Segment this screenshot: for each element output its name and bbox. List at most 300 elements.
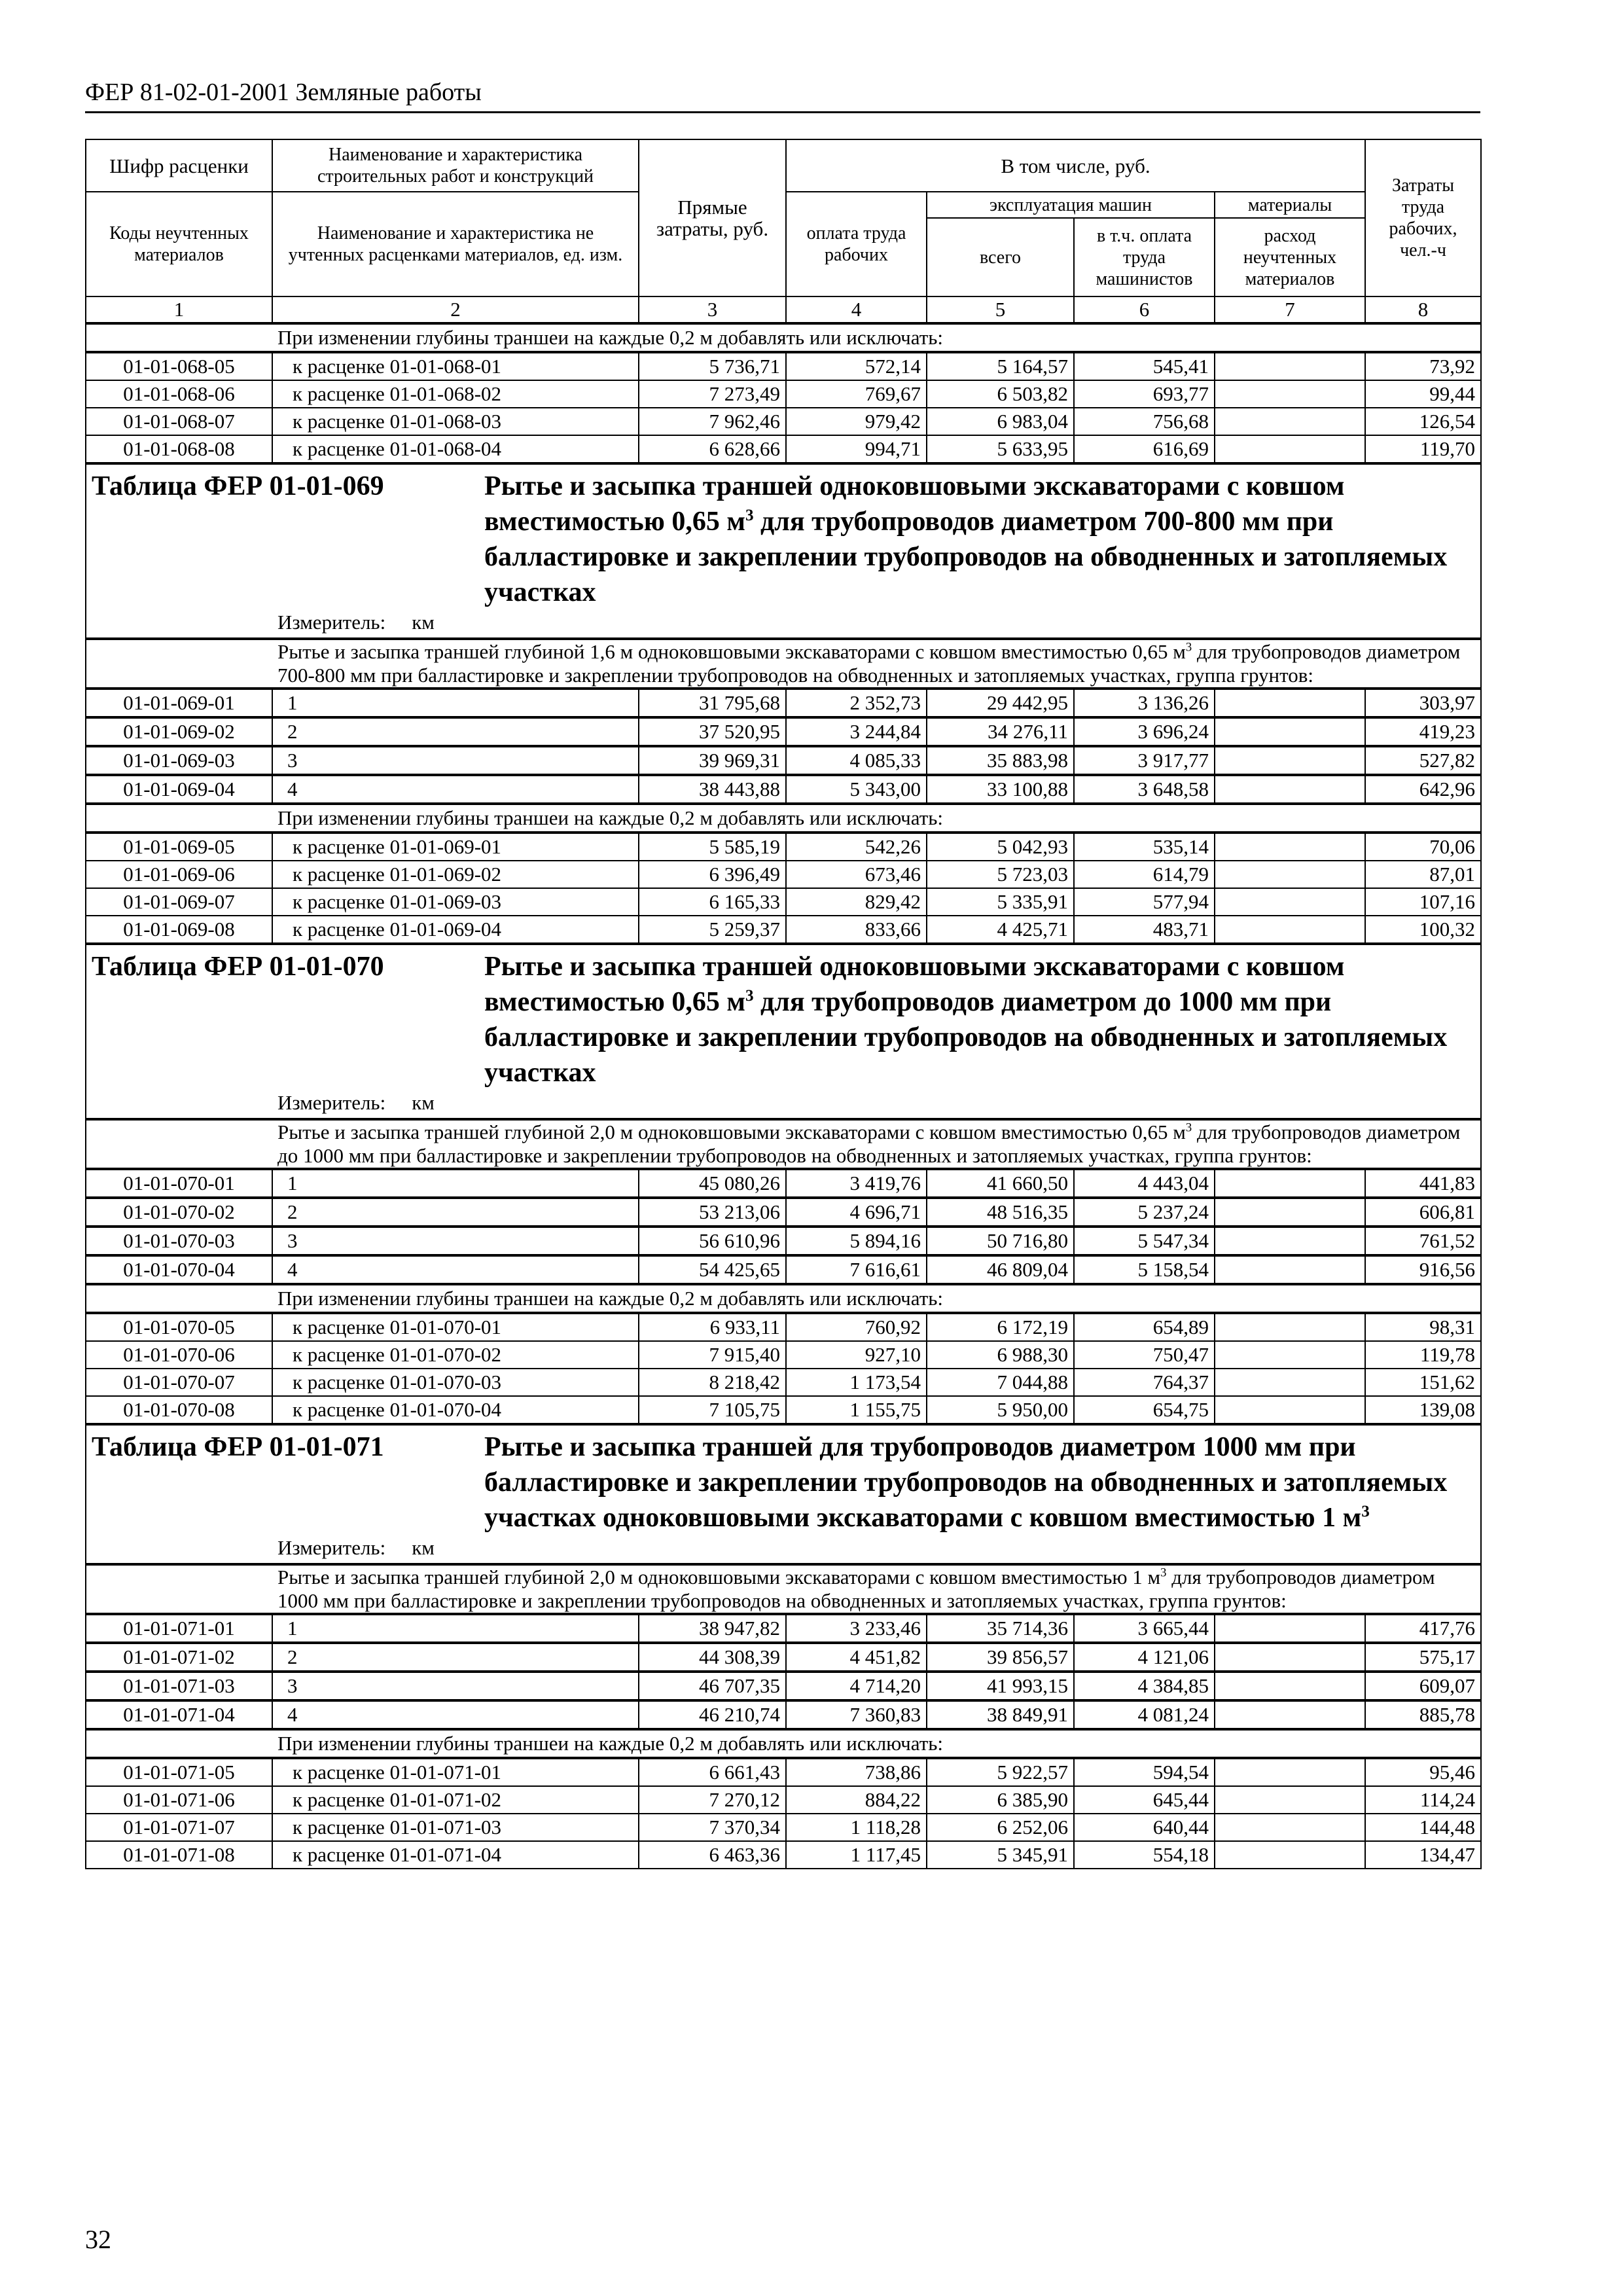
table-row (86, 1841, 1481, 1869)
worker-pay-cell: 5 343,00 (786, 775, 927, 804)
direct-costs-cell: 45 080,26 (639, 1169, 786, 1198)
work-name-cell: к расценке 01-01-070-03 (272, 1369, 639, 1396)
materials-cell (1215, 1614, 1365, 1643)
labor-hours-cell: 441,83 (1365, 1169, 1481, 1198)
materials-cell (1215, 717, 1365, 746)
table-row (86, 1255, 1481, 1284)
labor-hours-cell: 100,32 (1365, 916, 1481, 944)
machine-total-cell: 46 809,04 (927, 1255, 1074, 1284)
header-work-name: Наименование и характеристика строительных работ и конструкций (272, 139, 639, 192)
work-name-cell: к расценке 01-01-068-04 (272, 435, 639, 463)
operator-pay-cell: 756,68 (1074, 408, 1215, 435)
materials-cell (1215, 1643, 1365, 1672)
labor-hours-cell: 417,76 (1365, 1614, 1481, 1643)
table-header (86, 139, 1481, 323)
superscript: 3 (1185, 640, 1192, 655)
materials-cell (1215, 435, 1365, 463)
description-part: для трубопроводов диаметром до 1000 мм при балластировке и закреплении трубопроводов на обводненных и затопляемых участках, группа грунтов: (277, 1121, 1461, 1167)
direct-costs-cell: 38 947,82 (639, 1614, 786, 1643)
work-name-cell: 2 (272, 1198, 639, 1227)
labor-hours-cell: 144,48 (1365, 1814, 1481, 1841)
superscript: 3 (1361, 1503, 1370, 1520)
labor-hours-cell: 99,44 (1365, 380, 1481, 408)
machine-total-cell: 33 100,88 (927, 775, 1074, 804)
worker-pay-cell: 1 117,45 (786, 1841, 927, 1869)
labor-hours-cell: 916,56 (1365, 1255, 1481, 1284)
direct-costs-cell: 7 270,12 (639, 1786, 786, 1814)
machine-total-cell: 6 172,19 (927, 1313, 1074, 1341)
machine-total-cell: 5 345,91 (927, 1841, 1074, 1869)
operator-pay-cell: 4 121,06 (1074, 1643, 1215, 1672)
work-name-cell: 1 (272, 1614, 639, 1643)
title-part: Рытье и засыпка траншей одноковшовыми экскаваторами с ковшом вместимостью 0,65 м (484, 952, 1345, 1017)
labor-hours-cell: 885,78 (1365, 1700, 1481, 1729)
table-title (92, 1429, 1475, 1535)
rate-code-cell: 01-01-071-02 (86, 1643, 272, 1672)
worker-pay-cell: 829,42 (786, 888, 927, 916)
work-name-cell: 1 (272, 689, 639, 717)
direct-costs-cell: 6 628,66 (639, 435, 786, 463)
table-title-text (484, 949, 1475, 1090)
rate-code-cell: 01-01-071-04 (86, 1700, 272, 1729)
worker-pay-cell: 5 894,16 (786, 1227, 927, 1255)
table-row (86, 1786, 1481, 1814)
direct-costs-cell: 38 443,88 (639, 775, 786, 804)
materials-cell (1215, 1313, 1365, 1341)
direct-costs-cell: 5 736,71 (639, 352, 786, 380)
rate-code-cell: 01-01-069-04 (86, 775, 272, 804)
unit-label: Измеритель: (277, 1091, 386, 1114)
worker-pay-cell: 1 118,28 (786, 1814, 927, 1841)
machine-total-cell: 41 660,50 (927, 1169, 1074, 1198)
materials-cell (1215, 1169, 1365, 1198)
header-machine-operation: эксплуатация машин (927, 192, 1215, 218)
table-row (86, 833, 1481, 861)
description-part: для трубопроводов диаметром 700-800 мм при балластировке и закреплении трубопроводов на обводненных и затопляемых участках, группа грунтов: (277, 640, 1461, 687)
operator-pay-cell: 693,77 (1074, 380, 1215, 408)
rate-code-cell: 01-01-071-07 (86, 1814, 272, 1841)
table-row (86, 861, 1481, 888)
operator-pay-cell: 5 237,24 (1074, 1198, 1215, 1227)
labor-hours-cell: 139,08 (1365, 1396, 1481, 1424)
worker-pay-cell: 738,86 (786, 1758, 927, 1786)
rate-code-cell: 01-01-070-03 (86, 1227, 272, 1255)
materials-cell (1215, 1227, 1365, 1255)
worker-pay-cell: 7 360,83 (786, 1700, 927, 1729)
title-part: Рытье и засыпка траншей одноковшовыми экскаваторами с ковшом вместимостью 0,65 м (484, 471, 1345, 537)
header-worker-pay: оплата труда рабочих (786, 192, 927, 296)
header-labor-hours: Затраты труда рабочих, чел.-ч (1365, 139, 1481, 296)
table-row (86, 1341, 1481, 1369)
table-row (86, 916, 1481, 944)
rate-code-cell: 01-01-069-06 (86, 861, 272, 888)
work-name-cell: к расценке 01-01-070-02 (272, 1341, 639, 1369)
header-operator-pay: в т.ч. оплата труда машинистов (1074, 218, 1215, 296)
table-row (86, 1814, 1481, 1841)
column-number: 2 (272, 296, 639, 323)
table-title (92, 469, 1475, 610)
table-title-row (86, 1424, 1481, 1535)
column-number: 7 (1215, 296, 1365, 323)
materials-cell (1215, 1255, 1365, 1284)
worker-pay-cell: 884,22 (786, 1786, 927, 1814)
column-number: 5 (927, 296, 1074, 323)
header-material-names: Наименование и характеристика не учтенных расценками материалов, ед. изм. (272, 192, 639, 296)
worker-pay-cell: 673,46 (786, 861, 927, 888)
operator-pay-cell: 3 648,58 (1074, 775, 1215, 804)
direct-costs-cell: 31 795,68 (639, 689, 786, 717)
rate-code-cell: 01-01-070-06 (86, 1341, 272, 1369)
materials-cell (1215, 689, 1365, 717)
table-row (86, 1198, 1481, 1227)
rate-code-cell: 01-01-070-05 (86, 1313, 272, 1341)
direct-costs-cell: 39 969,31 (639, 746, 786, 775)
labor-hours-cell: 606,81 (1365, 1198, 1481, 1227)
materials-cell (1215, 833, 1365, 861)
superscript: 3 (745, 987, 754, 1005)
direct-costs-cell: 6 463,36 (639, 1841, 786, 1869)
table-row (86, 746, 1481, 775)
machine-total-cell: 6 503,82 (927, 380, 1074, 408)
labor-hours-cell: 87,01 (1365, 861, 1481, 888)
rate-code-cell: 01-01-070-08 (86, 1396, 272, 1424)
materials-cell (1215, 380, 1365, 408)
labor-hours-cell: 303,97 (1365, 689, 1481, 717)
depth-change-note: При изменении глубины траншеи на каждые 0,2 м добавлять или исключать: (86, 1729, 1481, 1758)
table-title-text (484, 1429, 1475, 1535)
worker-pay-cell: 760,92 (786, 1313, 927, 1341)
operator-pay-cell: 616,69 (1074, 435, 1215, 463)
direct-costs-cell: 53 213,06 (639, 1198, 786, 1227)
machine-total-cell: 38 849,91 (927, 1700, 1074, 1729)
work-name-cell: 3 (272, 1227, 639, 1255)
work-name-cell: к расценке 01-01-068-03 (272, 408, 639, 435)
operator-pay-cell: 535,14 (1074, 833, 1215, 861)
column-number: 4 (786, 296, 927, 323)
direct-costs-cell: 7 962,46 (639, 408, 786, 435)
materials-cell (1215, 775, 1365, 804)
table-title-row (86, 463, 1481, 610)
direct-costs-cell: 5 585,19 (639, 833, 786, 861)
worker-pay-cell: 4 696,71 (786, 1198, 927, 1227)
materials-cell (1215, 861, 1365, 888)
operator-pay-cell: 3 917,77 (1074, 746, 1215, 775)
rate-code-cell: 01-01-070-07 (86, 1369, 272, 1396)
table-row (86, 435, 1481, 463)
work-description-row (86, 1119, 1481, 1169)
materials-cell (1215, 746, 1365, 775)
rate-code-cell: 01-01-071-05 (86, 1758, 272, 1786)
description-part: Рытье и засыпка траншей глубиной 2,0 м одноковшовыми экскаваторами с ковшом вместимостью 1 м (277, 1566, 1161, 1588)
table-code: Таблица ФЕР 01-01-070 (92, 952, 384, 982)
rate-code-cell: 01-01-071-06 (86, 1786, 272, 1814)
rate-code-cell: 01-01-070-02 (86, 1198, 272, 1227)
operator-pay-cell: 577,94 (1074, 888, 1215, 916)
direct-costs-cell: 56 610,96 (639, 1227, 786, 1255)
labor-hours-cell: 761,52 (1365, 1227, 1481, 1255)
labor-hours-cell: 419,23 (1365, 717, 1481, 746)
direct-costs-cell: 54 425,65 (639, 1255, 786, 1284)
worker-pay-cell: 4 085,33 (786, 746, 927, 775)
labor-hours-cell: 119,78 (1365, 1341, 1481, 1369)
work-description-row (86, 639, 1481, 689)
title-part: для трубопроводов диаметром до 1000 мм при балластировке и закреплении трубопроводов на обводненных и затопляемых участках (484, 987, 1448, 1088)
operator-pay-cell: 545,41 (1074, 352, 1215, 380)
table-title (92, 949, 1475, 1090)
unit-value: км (412, 1536, 435, 1559)
table-title-row (86, 944, 1481, 1090)
header-materials: материалы (1215, 192, 1365, 218)
work-name-cell: 2 (272, 717, 639, 746)
machine-total-cell: 50 716,80 (927, 1227, 1074, 1255)
worker-pay-cell: 927,10 (786, 1341, 927, 1369)
materials-cell (1215, 1341, 1365, 1369)
operator-pay-cell: 3 136,26 (1074, 689, 1215, 717)
operator-pay-cell: 483,71 (1074, 916, 1215, 944)
direct-costs-cell: 37 520,95 (639, 717, 786, 746)
machine-total-cell: 5 164,57 (927, 352, 1074, 380)
machine-total-cell: 34 276,11 (927, 717, 1074, 746)
direct-costs-cell: 7 915,40 (639, 1341, 786, 1369)
table-row (86, 1369, 1481, 1396)
work-name-cell: к расценке 01-01-068-01 (272, 352, 639, 380)
work-name-cell: к расценке 01-01-071-03 (272, 1814, 639, 1841)
work-name-cell: 2 (272, 1643, 639, 1672)
labor-hours-cell: 126,54 (1365, 408, 1481, 435)
title-part: Рытье и засыпка траншей для трубопроводов диаметром 1000 мм при балластировке и закреплении трубопроводов на обводненных и затопляемых участках одноковшовыми экскаваторами с ковшом вместимостью 1 м (484, 1432, 1448, 1533)
table-row (86, 1672, 1481, 1700)
depth-change-note-row (86, 1729, 1481, 1758)
direct-costs-cell: 7 105,75 (639, 1396, 786, 1424)
operator-pay-cell: 614,79 (1074, 861, 1215, 888)
worker-pay-cell: 542,26 (786, 833, 927, 861)
rate-code-cell: 01-01-068-08 (86, 435, 272, 463)
labor-hours-cell: 527,82 (1365, 746, 1481, 775)
table-row (86, 1396, 1481, 1424)
labor-hours-cell: 642,96 (1365, 775, 1481, 804)
operator-pay-cell: 4 081,24 (1074, 1700, 1215, 1729)
header-unaccounted-materials: расход неучтенных материалов (1215, 218, 1365, 296)
machine-total-cell: 6 385,90 (927, 1786, 1074, 1814)
worker-pay-cell: 979,42 (786, 408, 927, 435)
direct-costs-cell: 44 308,39 (639, 1643, 786, 1672)
worker-pay-cell: 572,14 (786, 352, 927, 380)
worker-pay-cell: 1 173,54 (786, 1369, 927, 1396)
worker-pay-cell: 994,71 (786, 435, 927, 463)
work-name-cell: к расценке 01-01-069-01 (272, 833, 639, 861)
worker-pay-cell: 3 419,76 (786, 1169, 927, 1198)
materials-cell (1215, 1369, 1365, 1396)
materials-cell (1215, 888, 1365, 916)
work-name-cell: к расценке 01-01-068-02 (272, 380, 639, 408)
machine-total-cell: 39 856,57 (927, 1643, 1074, 1672)
direct-costs-cell: 6 396,49 (639, 861, 786, 888)
labor-hours-cell: 98,31 (1365, 1313, 1481, 1341)
direct-costs-cell: 46 707,35 (639, 1672, 786, 1700)
direct-costs-cell: 46 210,74 (639, 1700, 786, 1729)
operator-pay-cell: 654,75 (1074, 1396, 1215, 1424)
operator-pay-cell: 554,18 (1074, 1841, 1215, 1869)
rate-code-cell: 01-01-071-01 (86, 1614, 272, 1643)
materials-cell (1215, 1786, 1365, 1814)
table-row (86, 408, 1481, 435)
table-body (86, 323, 1481, 1869)
operator-pay-cell: 645,44 (1074, 1786, 1215, 1814)
machine-total-cell: 29 442,95 (927, 689, 1074, 717)
title-part: для трубопроводов диаметром 700-800 мм при балластировке и закреплении трубопроводов на обводненных и затопляемых участках (484, 507, 1448, 607)
work-name-cell: к расценке 01-01-071-02 (272, 1786, 639, 1814)
header-rate-code: Шифр расценки (86, 139, 272, 192)
labor-hours-cell: 70,06 (1365, 833, 1481, 861)
machine-total-cell: 6 988,30 (927, 1341, 1074, 1369)
work-name-cell: к расценке 01-01-071-01 (272, 1758, 639, 1786)
worker-pay-cell: 7 616,61 (786, 1255, 927, 1284)
labor-hours-cell: 134,47 (1365, 1841, 1481, 1869)
direct-costs-cell: 8 218,42 (639, 1369, 786, 1396)
table-row (86, 1643, 1481, 1672)
labor-hours-cell: 114,24 (1365, 1786, 1481, 1814)
operator-pay-cell: 750,47 (1074, 1341, 1215, 1369)
operator-pay-cell: 764,37 (1074, 1369, 1215, 1396)
superscript: 3 (1185, 1121, 1192, 1135)
rate-code-cell: 01-01-071-03 (86, 1672, 272, 1700)
page-number: 32 (85, 2225, 111, 2254)
worker-pay-cell: 3 233,46 (786, 1614, 927, 1643)
page-header-title: ФЕР 81-02-01-2001 Земляные работы (85, 77, 1480, 113)
worker-pay-cell: 769,67 (786, 380, 927, 408)
materials-cell (1215, 1814, 1365, 1841)
machine-total-cell: 5 633,95 (927, 435, 1074, 463)
work-description-row (86, 1564, 1481, 1614)
worker-pay-cell: 1 155,75 (786, 1396, 927, 1424)
operator-pay-cell: 654,89 (1074, 1313, 1215, 1341)
machine-total-cell: 5 042,93 (927, 833, 1074, 861)
work-name-cell: к расценке 01-01-070-01 (272, 1313, 639, 1341)
machine-total-cell: 6 983,04 (927, 408, 1074, 435)
materials-cell (1215, 1758, 1365, 1786)
rate-code-cell: 01-01-069-02 (86, 717, 272, 746)
depth-change-note-row (86, 804, 1481, 833)
table-code: Таблица ФЕР 01-01-071 (92, 1432, 384, 1462)
machine-total-cell: 6 252,06 (927, 1814, 1074, 1841)
machine-total-cell: 5 950,00 (927, 1396, 1074, 1424)
machine-total-cell: 41 993,15 (927, 1672, 1074, 1700)
table-row (86, 888, 1481, 916)
table-row (86, 1614, 1481, 1643)
work-name-cell: к расценке 01-01-070-04 (272, 1396, 639, 1424)
machine-total-cell: 7 044,88 (927, 1369, 1074, 1396)
rate-code-cell: 01-01-069-05 (86, 833, 272, 861)
table-row (86, 1700, 1481, 1729)
header-material-codes: Коды неучтенных материалов (86, 192, 272, 296)
table-row (86, 775, 1481, 804)
operator-pay-cell: 3 696,24 (1074, 717, 1215, 746)
work-name-cell: 1 (272, 1169, 639, 1198)
labor-hours-cell: 609,07 (1365, 1672, 1481, 1700)
unit-row (86, 1090, 1481, 1119)
description-part: Рытье и засыпка траншей глубиной 2,0 м одноковшовыми экскаваторами с ковшом вместимостью 0,65 м (277, 1121, 1186, 1143)
work-name-cell: к расценке 01-01-069-03 (272, 888, 639, 916)
labor-hours-cell: 73,92 (1365, 352, 1481, 380)
work-name-cell: 3 (272, 746, 639, 775)
machine-total-cell: 48 516,35 (927, 1198, 1074, 1227)
worker-pay-cell: 2 352,73 (786, 689, 927, 717)
unit-row (86, 1535, 1481, 1564)
work-name-cell: 4 (272, 1700, 639, 1729)
header-machine-total: всего (927, 218, 1074, 296)
table-row (86, 1169, 1481, 1198)
column-number: 3 (639, 296, 786, 323)
worker-pay-cell: 3 244,84 (786, 717, 927, 746)
table-row (86, 1313, 1481, 1341)
depth-change-note-row (86, 1284, 1481, 1313)
rates-table (85, 139, 1482, 1869)
column-number: 6 (1074, 296, 1215, 323)
rate-code-cell: 01-01-068-07 (86, 408, 272, 435)
direct-costs-cell: 7 370,34 (639, 1814, 786, 1841)
operator-pay-cell: 5 547,34 (1074, 1227, 1215, 1255)
machine-total-cell: 5 335,91 (927, 888, 1074, 916)
direct-costs-cell: 7 273,49 (639, 380, 786, 408)
machine-total-cell: 5 922,57 (927, 1758, 1074, 1786)
materials-cell (1215, 1198, 1365, 1227)
direct-costs-cell: 6 661,43 (639, 1758, 786, 1786)
operator-pay-cell: 4 443,04 (1074, 1169, 1215, 1198)
superscript: 3 (1160, 1566, 1167, 1580)
worker-pay-cell: 833,66 (786, 916, 927, 944)
materials-cell (1215, 352, 1365, 380)
worker-pay-cell: 4 451,82 (786, 1643, 927, 1672)
table-row (86, 717, 1481, 746)
work-name-cell: 4 (272, 775, 639, 804)
operator-pay-cell: 594,54 (1074, 1758, 1215, 1786)
table-row (86, 352, 1481, 380)
materials-cell (1215, 1396, 1365, 1424)
unit-value: км (412, 611, 435, 634)
materials-cell (1215, 916, 1365, 944)
machine-total-cell: 35 714,36 (927, 1614, 1074, 1643)
materials-cell (1215, 1672, 1365, 1700)
unit-label: Измеритель: (277, 1536, 386, 1559)
labor-hours-cell: 95,46 (1365, 1758, 1481, 1786)
work-name-cell: к расценке 01-01-069-04 (272, 916, 639, 944)
labor-hours-cell: 151,62 (1365, 1369, 1481, 1396)
column-numbers-row (86, 296, 1481, 323)
rate-code-cell: 01-01-070-04 (86, 1255, 272, 1284)
depth-change-note: При изменении глубины траншеи на каждые 0,2 м добавлять или исключать: (86, 1284, 1481, 1313)
rate-code-cell: 01-01-069-08 (86, 916, 272, 944)
operator-pay-cell: 640,44 (1074, 1814, 1215, 1841)
table-row (86, 1758, 1481, 1786)
unit-row (86, 610, 1481, 639)
description-part: Рытье и засыпка траншей глубиной 1,6 м одноковшовыми экскаваторами с ковшом вместимостью 0,65 м (277, 640, 1186, 663)
work-name-cell: к расценке 01-01-071-04 (272, 1841, 639, 1869)
rate-code-cell: 01-01-069-01 (86, 689, 272, 717)
machine-total-cell: 5 723,03 (927, 861, 1074, 888)
table-row (86, 1227, 1481, 1255)
column-number: 1 (86, 296, 272, 323)
direct-costs-cell: 5 259,37 (639, 916, 786, 944)
materials-cell (1215, 1700, 1365, 1729)
direct-costs-cell: 6 933,11 (639, 1313, 786, 1341)
labor-hours-cell: 107,16 (1365, 888, 1481, 916)
work-name-cell: 3 (272, 1672, 639, 1700)
work-name-cell: к расценке 01-01-069-02 (272, 861, 639, 888)
operator-pay-cell: 4 384,85 (1074, 1672, 1215, 1700)
depth-change-note-row (86, 323, 1481, 352)
operator-pay-cell: 5 158,54 (1074, 1255, 1215, 1284)
work-name-cell: 4 (272, 1255, 639, 1284)
